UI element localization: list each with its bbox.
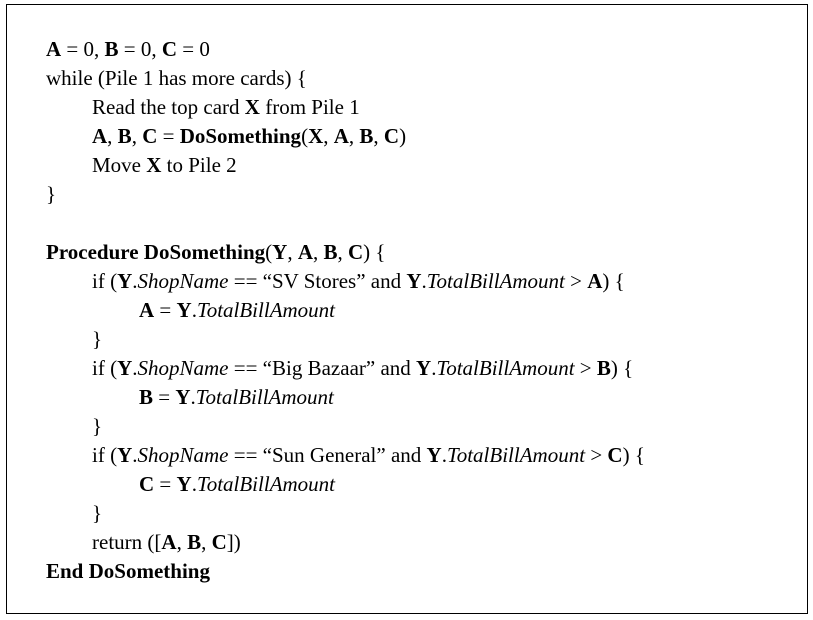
code-line-if-sungeneral: if (Y.ShopName == “Sun General” and Y.TotalBillAmount > C) { [92,443,645,467]
pseudocode-box [6,4,808,614]
code-line-if-bigbazaar: if (Y.ShopName == “Big Bazaar” and Y.TotalBillAmount > B) { [92,356,634,380]
code-line-while-close: } [46,182,57,206]
code-line-read-card: Read the top card X from Pile 1 [92,95,360,119]
code-line-end: End DoSomething [46,559,210,583]
code-line-assign-a: A = Y.TotalBillAmount [139,298,336,322]
code-line-return: return ([A, B, C]) [92,530,241,554]
code-line-if-sungeneral-close: } [92,501,103,525]
code-line-call: A, B, C = DoSomething(X, A, B, C) [92,124,407,148]
code-line-while: while (Pile 1 has more cards) { [46,66,307,90]
code-line-init: A = 0, B = 0, C = 0 [46,37,210,61]
code-line-if-sv: if (Y.ShopName == “SV Stores” and Y.TotalBillAmount > A) { [92,269,625,293]
code-line-procedure: Procedure DoSomething(Y, A, B, C) { [46,240,386,264]
code-line-if-bigbazaar-close: } [92,414,103,438]
code-line-move: Move X to Pile 2 [92,153,237,177]
code-line-if-sv-close: } [92,327,103,351]
code-line-assign-b: B = Y.TotalBillAmount [139,385,334,409]
code-line-assign-c: C = Y.TotalBillAmount [139,472,336,496]
